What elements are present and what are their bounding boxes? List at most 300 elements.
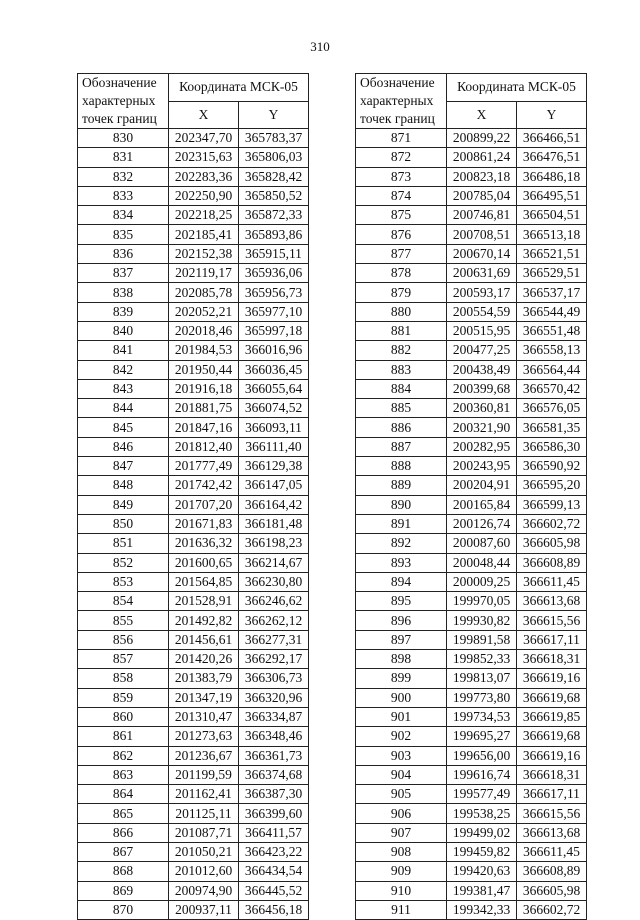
y-coordinate-cell: 365936,06: [239, 264, 309, 283]
table-row: [356, 264, 587, 283]
point-id-cell: 834: [78, 206, 169, 225]
y-coordinate-cell: 365806,03: [239, 148, 309, 167]
table-row: [356, 225, 587, 244]
page-number: 310: [310, 39, 330, 54]
x-coordinate-cell: 201162,41: [169, 785, 239, 804]
y-coordinate-cell: 366564,44: [517, 360, 587, 379]
table-row: [78, 514, 309, 533]
table-row: [356, 476, 587, 495]
point-id-cell: 833: [78, 186, 169, 205]
table-row: [78, 167, 309, 186]
table-row: [78, 360, 309, 379]
point-id-cell: 855: [78, 611, 169, 630]
x-coordinate-cell: 201273,63: [169, 727, 239, 746]
y-coordinate-cell: 365828,42: [239, 167, 309, 186]
y-coordinate-cell: 366214,67: [239, 553, 309, 572]
point-id-cell: 911: [356, 900, 447, 919]
point-id-cell: 905: [356, 785, 447, 804]
x-coordinate-cell: 202085,78: [169, 283, 239, 302]
point-id-cell: 881: [356, 321, 447, 340]
point-id-cell: 865: [78, 804, 169, 823]
y-coordinate-cell: 365850,52: [239, 186, 309, 205]
x-coordinate-cell: 199499,02: [447, 823, 517, 842]
y-coordinate-cell: 366617,11: [517, 785, 587, 804]
x-coordinate-cell: 201420,26: [169, 650, 239, 669]
table-row: [356, 650, 587, 669]
x-coordinate-cell: 201012,60: [169, 862, 239, 881]
table-row: [78, 881, 309, 900]
point-id-cell: 859: [78, 688, 169, 707]
table-row: [356, 804, 587, 823]
table-row: [78, 418, 309, 437]
x-coordinate-cell: 202018,46: [169, 321, 239, 340]
y-coordinate-cell: 365997,18: [239, 321, 309, 340]
table-row: [78, 688, 309, 707]
table-row: [356, 418, 587, 437]
y-coordinate-cell: 366521,51: [517, 244, 587, 263]
y-coordinate-cell: 366611,45: [517, 842, 587, 861]
point-id-cell: 839: [78, 302, 169, 321]
table-row: [78, 823, 309, 842]
table-row: [78, 457, 309, 476]
x-coordinate-cell: 200399,68: [447, 379, 517, 398]
x-coordinate-cell: 200165,84: [447, 495, 517, 514]
point-id-cell: 842: [78, 360, 169, 379]
y-coordinate-cell: 365872,33: [239, 206, 309, 225]
y-coordinate-cell: 366055,64: [239, 379, 309, 398]
point-id-cell: 858: [78, 669, 169, 688]
y-coordinate-cell: 366016,96: [239, 341, 309, 360]
x-coordinate-cell: 200087,60: [447, 534, 517, 553]
table-row: [356, 360, 587, 379]
y-coordinate-cell: 366608,89: [517, 553, 587, 572]
x-coordinate-cell: 201950,44: [169, 360, 239, 379]
x-coordinate-cell: 200048,44: [447, 553, 517, 572]
point-id-cell: 899: [356, 669, 447, 688]
y-coordinate-cell: 366537,17: [517, 283, 587, 302]
point-id-cell: 884: [356, 379, 447, 398]
y-coordinate-cell: 366615,56: [517, 611, 587, 630]
point-id-cell: 832: [78, 167, 169, 186]
point-id-cell: 897: [356, 630, 447, 649]
table-row: [356, 167, 587, 186]
y-coordinate-cell: 365915,11: [239, 244, 309, 263]
table-row: [78, 399, 309, 418]
table-row: [356, 669, 587, 688]
y-coordinate-cell: 366164,42: [239, 495, 309, 514]
table-row: [78, 669, 309, 688]
table-row: [78, 727, 309, 746]
y-coordinate-cell: 366292,17: [239, 650, 309, 669]
table-row: [78, 476, 309, 495]
y-coordinate-cell: 366576,05: [517, 399, 587, 418]
x-coordinate-cell: 200009,25: [447, 572, 517, 591]
y-coordinate-cell: 366611,45: [517, 572, 587, 591]
y-coordinate-cell: 365977,10: [239, 302, 309, 321]
point-id-cell: 887: [356, 437, 447, 456]
y-coordinate-cell: 366551,48: [517, 321, 587, 340]
x-coordinate-cell: 199852,33: [447, 650, 517, 669]
x-coordinate-cell: 200631,69: [447, 264, 517, 283]
y-coordinate-cell: 366581,35: [517, 418, 587, 437]
point-id-cell: 873: [356, 167, 447, 186]
x-coordinate-cell: 202152,38: [169, 244, 239, 263]
x-coordinate-cell: 199381,47: [447, 881, 517, 900]
point-id-cell: 837: [78, 264, 169, 283]
x-coordinate-cell: 201707,20: [169, 495, 239, 514]
point-id-cell: 870: [78, 900, 169, 919]
point-id-cell: 840: [78, 321, 169, 340]
point-id-cell: 874: [356, 186, 447, 205]
x-coordinate-cell: 202218,25: [169, 206, 239, 225]
table-row: [78, 553, 309, 572]
x-coordinate-cell: 202283,36: [169, 167, 239, 186]
coordinates-table-left: [77, 73, 309, 920]
point-id-cell: 872: [356, 148, 447, 167]
point-id-cell: 868: [78, 862, 169, 881]
y-coordinate-cell: 366246,62: [239, 592, 309, 611]
y-coordinate-cell: 366036,45: [239, 360, 309, 379]
point-id-cell: 892: [356, 534, 447, 553]
y-coordinate-cell: 366476,51: [517, 148, 587, 167]
x-coordinate-cell: 201383,79: [169, 669, 239, 688]
y-coordinate-cell: 365956,73: [239, 283, 309, 302]
x-coordinate-cell: 199616,74: [447, 765, 517, 784]
point-id-cell: 862: [78, 746, 169, 765]
point-label-header: Обозначение характерных точек границ: [78, 74, 169, 129]
y-coordinate-cell: 366306,73: [239, 669, 309, 688]
x-coordinate-cell: 199420,63: [447, 862, 517, 881]
point-id-cell: 852: [78, 553, 169, 572]
y-coordinate-cell: 366617,11: [517, 630, 587, 649]
x-coordinate-cell: 200670,14: [447, 244, 517, 263]
y-coordinate-cell: 366230,80: [239, 572, 309, 591]
table-row: [356, 727, 587, 746]
x-coordinate-cell: 200243,95: [447, 457, 517, 476]
point-id-cell: 841: [78, 341, 169, 360]
point-id-cell: 886: [356, 418, 447, 437]
x-coordinate-cell: 201125,11: [169, 804, 239, 823]
y-coordinate-cell: 366262,12: [239, 611, 309, 630]
x-coordinate-cell: 199577,49: [447, 785, 517, 804]
table-row: [78, 283, 309, 302]
table-row: [78, 746, 309, 765]
table-row: [78, 264, 309, 283]
y-coordinate-cell: 365893,86: [239, 225, 309, 244]
y-coordinate-cell: 366618,31: [517, 650, 587, 669]
point-id-cell: 901: [356, 707, 447, 726]
y-coordinate-cell: 366558,13: [517, 341, 587, 360]
point-id-cell: 895: [356, 592, 447, 611]
point-id-cell: 875: [356, 206, 447, 225]
x-coordinate-cell: 200785,04: [447, 186, 517, 205]
y-coordinate-cell: 366411,57: [239, 823, 309, 842]
point-id-cell: 844: [78, 399, 169, 418]
y-coordinate-cell: 366374,68: [239, 765, 309, 784]
point-id-cell: 910: [356, 881, 447, 900]
x-coordinate-cell: 201671,83: [169, 514, 239, 533]
table-row: [78, 206, 309, 225]
y-coordinate-cell: 366544,49: [517, 302, 587, 321]
point-id-cell: 888: [356, 457, 447, 476]
x-coordinate-cell: 202347,70: [169, 129, 239, 148]
y-coordinate-cell: 366513,18: [517, 225, 587, 244]
x-coordinate-cell: 200282,95: [447, 437, 517, 456]
point-id-cell: 904: [356, 765, 447, 784]
y-coordinate-cell: 366590,92: [517, 457, 587, 476]
table-row: [356, 534, 587, 553]
point-id-cell: 866: [78, 823, 169, 842]
point-id-cell: 843: [78, 379, 169, 398]
x-coordinate-cell: 199342,33: [447, 900, 517, 919]
y-coordinate-cell: 366529,51: [517, 264, 587, 283]
table-row: [356, 823, 587, 842]
table-row: [78, 302, 309, 321]
y-coordinate-cell: 366334,87: [239, 707, 309, 726]
x-coordinate-cell: 200554,59: [447, 302, 517, 321]
y-coordinate-cell: 366445,52: [239, 881, 309, 900]
x-coordinate-cell: 199656,00: [447, 746, 517, 765]
table-row: [356, 881, 587, 900]
point-id-cell: 845: [78, 418, 169, 437]
y-coordinate-cell: 366434,54: [239, 862, 309, 881]
x-column-header: X: [169, 101, 239, 129]
table-row: [78, 650, 309, 669]
y-coordinate-cell: 366320,96: [239, 688, 309, 707]
table-row: [78, 611, 309, 630]
table-row: [356, 785, 587, 804]
x-coordinate-cell: 201347,19: [169, 688, 239, 707]
point-id-cell: 853: [78, 572, 169, 591]
x-coordinate-cell: 202315,63: [169, 148, 239, 167]
point-id-cell: 877: [356, 244, 447, 263]
x-coordinate-cell: 202119,17: [169, 264, 239, 283]
point-id-cell: 889: [356, 476, 447, 495]
y-coordinate-cell: 366129,38: [239, 457, 309, 476]
x-coordinate-cell: 200593,17: [447, 283, 517, 302]
table-row: [356, 611, 587, 630]
table-row: [356, 746, 587, 765]
point-id-cell: 898: [356, 650, 447, 669]
point-id-cell: 903: [356, 746, 447, 765]
table-row: [78, 785, 309, 804]
point-id-cell: 869: [78, 881, 169, 900]
point-id-cell: 906: [356, 804, 447, 823]
x-coordinate-cell: 200974,90: [169, 881, 239, 900]
table-row: [78, 630, 309, 649]
y-coordinate-cell: 366605,98: [517, 534, 587, 553]
table-row: [78, 804, 309, 823]
table-row: [78, 572, 309, 591]
table-row: [78, 534, 309, 553]
y-coordinate-cell: 366504,51: [517, 206, 587, 225]
y-coordinate-cell: 366619,16: [517, 669, 587, 688]
table-row: [356, 457, 587, 476]
y-coordinate-cell: 366387,30: [239, 785, 309, 804]
x-coordinate-cell: 202250,90: [169, 186, 239, 205]
table-row: [78, 321, 309, 340]
y-coordinate-cell: 366619,16: [517, 746, 587, 765]
y-coordinate-cell: 366619,85: [517, 707, 587, 726]
x-coordinate-cell: 201777,49: [169, 457, 239, 476]
y-coordinate-cell: 366198,23: [239, 534, 309, 553]
y-coordinate-cell: 366613,68: [517, 823, 587, 842]
point-id-cell: 860: [78, 707, 169, 726]
table-row: [78, 129, 309, 148]
y-coordinate-cell: 366456,18: [239, 900, 309, 919]
y-coordinate-cell: 366399,60: [239, 804, 309, 823]
table-row: [356, 321, 587, 340]
table-row: [78, 862, 309, 881]
x-coordinate-cell: 200899,22: [447, 129, 517, 148]
point-id-cell: 900: [356, 688, 447, 707]
table-row: [356, 244, 587, 263]
point-id-cell: 838: [78, 283, 169, 302]
table-row: [356, 630, 587, 649]
table-row: [356, 842, 587, 861]
x-coordinate-cell: 200477,25: [447, 341, 517, 360]
table-row: [356, 707, 587, 726]
x-coordinate-cell: 201636,32: [169, 534, 239, 553]
table-row: [356, 572, 587, 591]
x-coordinate-cell: 200204,91: [447, 476, 517, 495]
point-id-cell: 890: [356, 495, 447, 514]
y-coordinate-cell: 366111,40: [239, 437, 309, 456]
y-coordinate-cell: 366466,51: [517, 129, 587, 148]
y-coordinate-cell: 366495,51: [517, 186, 587, 205]
point-id-cell: 857: [78, 650, 169, 669]
y-coordinate-cell: 366570,42: [517, 379, 587, 398]
x-coordinate-cell: 199734,53: [447, 707, 517, 726]
point-id-cell: 846: [78, 437, 169, 456]
point-id-cell: 864: [78, 785, 169, 804]
x-coordinate-cell: 199970,05: [447, 592, 517, 611]
point-id-cell: 871: [356, 129, 447, 148]
table-row: [78, 225, 309, 244]
table-row: [78, 707, 309, 726]
table-row: [356, 900, 587, 919]
table-body: [356, 129, 587, 920]
point-id-cell: 835: [78, 225, 169, 244]
x-coordinate-cell: 200321,90: [447, 418, 517, 437]
point-id-cell: 854: [78, 592, 169, 611]
table-row: [356, 553, 587, 572]
table-row: [78, 341, 309, 360]
y-coordinate-cell: 366605,98: [517, 881, 587, 900]
y-coordinate-cell: 366423,22: [239, 842, 309, 861]
x-coordinate-cell: 200746,81: [447, 206, 517, 225]
table-row: [78, 437, 309, 456]
x-coordinate-cell: 199695,27: [447, 727, 517, 746]
point-id-cell: 878: [356, 264, 447, 283]
point-id-cell: 849: [78, 495, 169, 514]
x-coordinate-cell: 200861,24: [447, 148, 517, 167]
point-id-cell: 836: [78, 244, 169, 263]
y-coordinate-cell: 366486,18: [517, 167, 587, 186]
table-row: [356, 379, 587, 398]
table-row: [78, 495, 309, 514]
table-row: [356, 688, 587, 707]
table-row: [78, 148, 309, 167]
x-coordinate-cell: 201812,40: [169, 437, 239, 456]
x-coordinate-cell: 201600,65: [169, 553, 239, 572]
point-id-cell: 907: [356, 823, 447, 842]
y-coordinate-cell: 366348,46: [239, 727, 309, 746]
point-id-cell: 863: [78, 765, 169, 784]
x-coordinate-cell: 201456,61: [169, 630, 239, 649]
x-coordinate-cell: 201492,82: [169, 611, 239, 630]
table-row: [356, 148, 587, 167]
y-coordinate-cell: 366619,68: [517, 688, 587, 707]
table-row: [356, 399, 587, 418]
table-row: [78, 186, 309, 205]
x-coordinate-cell: 200360,81: [447, 399, 517, 418]
point-id-cell: 880: [356, 302, 447, 321]
table-row: [356, 129, 587, 148]
point-id-cell: 893: [356, 553, 447, 572]
x-coordinate-cell: 201087,71: [169, 823, 239, 842]
y-coordinate-cell: 366586,30: [517, 437, 587, 456]
y-coordinate-cell: 366147,05: [239, 476, 309, 495]
point-id-cell: 861: [78, 727, 169, 746]
point-id-cell: 850: [78, 514, 169, 533]
table-row: [78, 592, 309, 611]
x-coordinate-cell: 201236,67: [169, 746, 239, 765]
table-row: [356, 283, 587, 302]
y-coordinate-cell: 366613,68: [517, 592, 587, 611]
table-row: [356, 765, 587, 784]
y-coordinate-cell: 366074,52: [239, 399, 309, 418]
table-row: [356, 186, 587, 205]
coordinates-table-right: [355, 73, 587, 920]
y-coordinate-cell: 366619,68: [517, 727, 587, 746]
point-id-cell: 882: [356, 341, 447, 360]
y-coordinate-cell: 366181,48: [239, 514, 309, 533]
x-coordinate-cell: 202185,41: [169, 225, 239, 244]
y-column-header: Y: [517, 101, 587, 129]
coordinate-system-header: Координата МСК-05: [169, 74, 309, 102]
y-coordinate-cell: 366615,56: [517, 804, 587, 823]
point-id-cell: 896: [356, 611, 447, 630]
x-coordinate-cell: 200937,11: [169, 900, 239, 919]
x-coordinate-cell: 199891,58: [447, 630, 517, 649]
point-id-cell: 883: [356, 360, 447, 379]
table-row: [356, 495, 587, 514]
x-coordinate-cell: 201050,21: [169, 842, 239, 861]
x-column-header: X: [447, 101, 517, 129]
x-coordinate-cell: 200438,49: [447, 360, 517, 379]
x-coordinate-cell: 200823,18: [447, 167, 517, 186]
table-row: [356, 341, 587, 360]
table-row: [356, 437, 587, 456]
table-row: [356, 862, 587, 881]
point-id-cell: 885: [356, 399, 447, 418]
point-id-cell: 876: [356, 225, 447, 244]
x-coordinate-cell: 200126,74: [447, 514, 517, 533]
point-id-cell: 909: [356, 862, 447, 881]
y-coordinate-cell: 366602,72: [517, 900, 587, 919]
y-coordinate-cell: 366608,89: [517, 862, 587, 881]
table-row: [78, 842, 309, 861]
table-row: [78, 244, 309, 263]
point-id-cell: 830: [78, 129, 169, 148]
table-row: [78, 900, 309, 919]
x-coordinate-cell: 201984,53: [169, 341, 239, 360]
table-row: [356, 592, 587, 611]
point-label-header: Обозначение характерных точек границ: [356, 74, 447, 129]
point-id-cell: 856: [78, 630, 169, 649]
table-row: [356, 514, 587, 533]
